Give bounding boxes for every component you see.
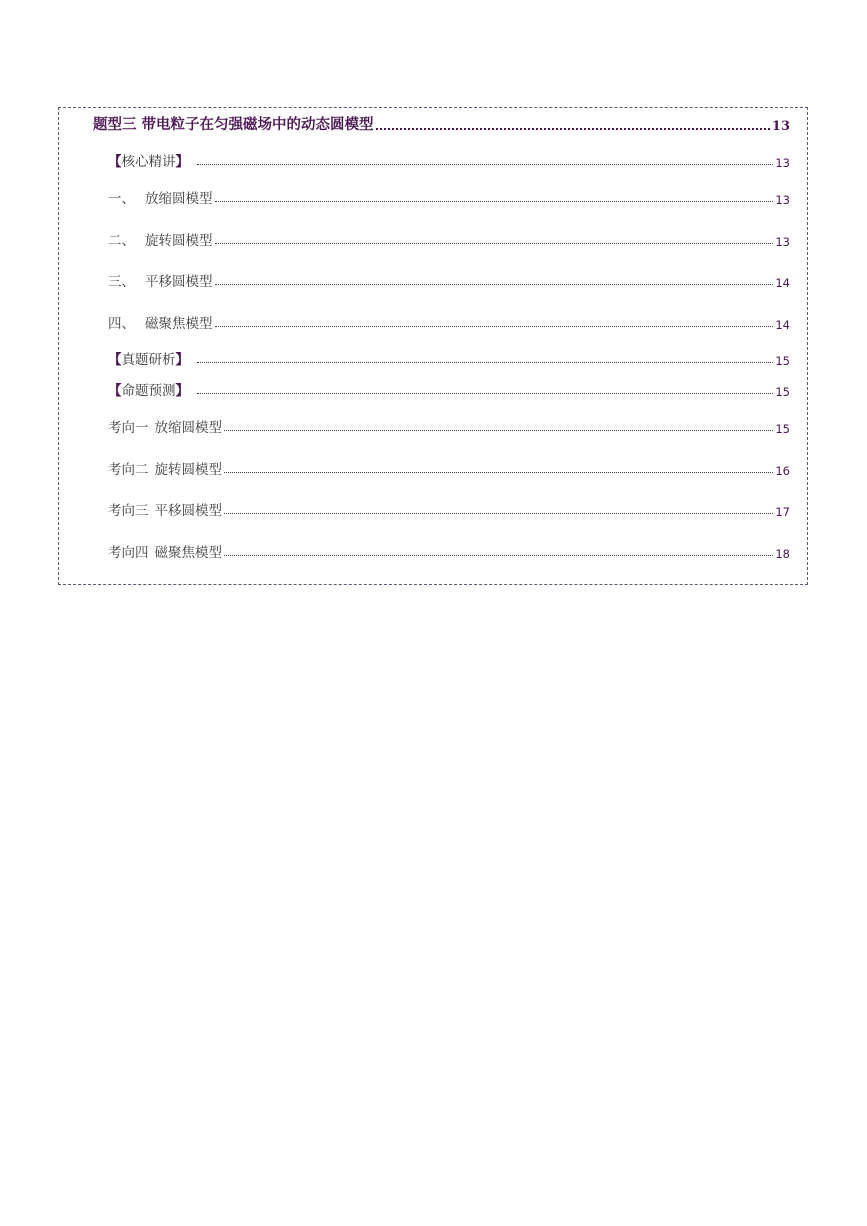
toc-leader-dots [224,429,773,431]
toc-entry-direction-label [108,541,222,561]
toc-entry-sub-label [108,229,213,249]
toc-leader-dots [224,471,773,473]
toc-entry-sub-2[interactable] [108,229,790,249]
toc-entry-direction-4[interactable] [108,541,790,561]
sub-page: 13 [775,235,790,249]
sub-number: 三、 [108,274,135,290]
direction-page: 15 [775,422,790,436]
direction-text: 磁聚焦模型 [154,545,222,561]
sub-text: 放缩圆模型 [145,191,213,207]
toc-leader-dots [197,163,773,165]
toc-entry-direction-label [108,416,222,436]
toc-entry-predict-page: 15 [775,385,790,399]
toc-entry-core-label [108,150,189,170]
toc-entry-real[interactable] [108,348,790,368]
toc-entry-sub-label [108,187,213,207]
sub-page: 13 [775,193,790,207]
sub-text: 磁聚焦模型 [145,316,213,332]
direction-page: 18 [775,547,790,561]
toc-leader-dots [215,200,774,202]
toc-entry-direction-label [108,458,222,478]
toc-leader-dots [224,512,773,514]
direction-number: 考向二 [108,462,149,478]
bracket-open: 【 [108,352,122,368]
toc-entry-main[interactable] [93,114,790,134]
toc-entry-core-page: 13 [775,156,790,170]
toc-entry-main-page: 13 [771,119,790,134]
sub-page: 14 [775,276,790,290]
toc-entry-core[interactable] [108,150,790,170]
predict-text: 命题预测 [121,383,176,399]
direction-text: 平移圆模型 [154,503,222,519]
toc-leader-dots [197,361,773,363]
bracket-open: 【 [108,154,122,170]
direction-number: 考向三 [108,503,149,519]
direction-text: 放缩圆模型 [154,420,222,436]
toc-entry-predict[interactable] [108,379,790,399]
sub-text: 旋转圆模型 [145,233,213,249]
sub-text: 平移圆模型 [145,274,213,290]
direction-number: 考向四 [108,545,149,561]
toc-entry-direction-label [108,499,222,519]
real-text: 真题研析 [121,352,176,368]
sub-number: 二、 [108,233,135,249]
toc-leader-dots [215,242,774,244]
toc-entry-sub-4[interactable] [108,312,790,332]
toc-entry-direction-2[interactable] [108,458,790,478]
toc-entry-direction-3[interactable] [108,499,790,519]
bracket-close: 】 [175,352,189,368]
sub-page: 14 [775,318,790,332]
bracket-close: 】 [175,154,189,170]
toc-entry-sub-3[interactable] [108,270,790,290]
bracket-open: 【 [108,383,122,399]
bracket-close: 】 [175,383,189,399]
direction-text: 旋转圆模型 [154,462,222,478]
direction-page: 17 [775,505,790,519]
direction-page: 16 [775,464,790,478]
sub-number: 四、 [108,316,135,332]
toc-leader-dots [215,283,774,285]
toc-leader-dots [376,127,770,130]
toc-entry-sub-1[interactable] [108,187,790,207]
toc-entry-real-label [108,348,189,368]
toc-leader-dots [197,392,773,394]
toc-entry-sub-label [108,312,213,332]
toc-entry-predict-label [108,379,189,399]
toc-entry-main-label: 题型三 带电粒子在匀强磁场中的动态圆模型 [93,117,374,133]
toc-entry-sub-label [108,270,213,290]
sub-number: 一、 [108,191,135,207]
direction-number: 考向一 [108,420,149,436]
toc-entry-real-page: 15 [775,354,790,368]
toc-leader-dots [215,325,774,327]
toc-leader-dots [224,554,773,556]
toc-entry-direction-1[interactable] [108,416,790,436]
core-text: 核心精讲 [121,154,176,170]
